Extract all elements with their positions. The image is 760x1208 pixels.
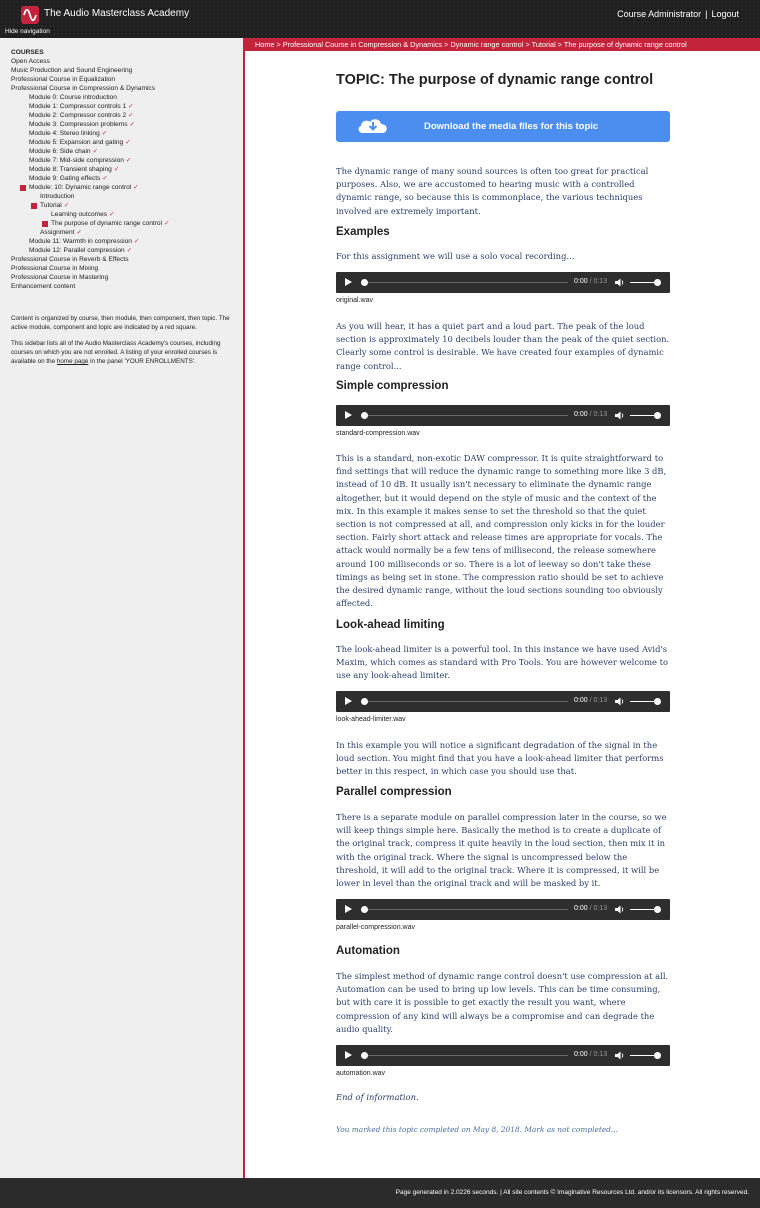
sidebar-item-label: Module 7: Mid-side compression [29,157,124,164]
check-icon: ✓ [133,238,140,245]
sidebar-item-label: Module 5: Expansion and gating [29,139,124,146]
after-original-paragraph: As you will hear, it has a quiet part and a loud part. The peak of the loud section is approximately 10 decibels louder than the peak of the quiet section. Clearly some control is desirable. We have created four examples of dynamic range control... [336,321,670,371]
sidebar-item-mastering[interactable] [11,273,170,282]
check-icon: ✓ [125,157,132,164]
duration: 0:13 [593,697,608,704]
audio-player-look-ahead [336,691,670,712]
check-icon: ✓ [101,130,108,137]
top-header [0,0,760,38]
sidebar-item-label: Module 4: Stereo linking [29,130,100,137]
sidebar-item-module-11[interactable] [11,237,170,246]
sidebar-item-label: Module 1: Compressor controls 1 [29,103,127,110]
check-icon: ✓ [113,166,120,173]
seek-bar[interactable] [362,415,568,416]
current-time: 0:00 [574,905,588,912]
courses-heading: COURSES [11,49,44,56]
audio-filename: original.wav [336,297,373,304]
sidebar-item-module-6[interactable] [11,147,170,156]
breadcrumb[interactable]: Home > Professional Course in Compression & Dynamics > Dynamic range control > Tutorial > The purpose of dynamic range control [245,38,760,51]
sidebar-item-label: Module 6: Side chain [29,148,91,155]
volume-handle[interactable] [654,1052,661,1059]
check-icon: ✓ [125,139,131,146]
duration: 0:13 [593,905,608,912]
sidebar-item-label: Professional Course in Reverb & Effects [11,256,129,263]
play-icon[interactable] [345,697,352,705]
active-marker-icon [20,185,26,191]
time-separator: / [587,278,594,285]
examples-heading: Examples [336,226,390,238]
check-icon: ✓ [129,121,136,128]
sidebar-item-label: Assignment [40,229,75,236]
sidebar-item-module-1[interactable] [11,102,170,111]
duration: 0:13 [593,278,608,285]
sidebar-item-purpose-topic[interactable] [11,219,170,228]
sidebar-item-module-5[interactable] [11,138,170,147]
sidebar-item-label: Tutorial [40,202,62,209]
sidebar-item-compression-dynamics[interactable] [11,84,170,93]
sidebar-item-module-10[interactable] [11,183,170,192]
active-marker-icon [42,221,48,227]
sidebar-item-module-4[interactable] [11,129,170,138]
sidebar-item-label: Professional Course in Equalization [11,76,116,83]
intro-paragraph: The dynamic range of many sound sources is often too great for practical purposes. Also, we are accustomed to hearing music with a controlled dynamic range, so because this is commonplace, the various techniques involved are extremely important. [336,166,649,216]
sidebar-item-label: Module 12: Parallel compression [29,247,125,254]
sidebar-item-module-9[interactable] [11,174,170,183]
sidebar-item-label: Module 11: Warmth in compression [29,238,132,245]
sidebar-item-module-7[interactable] [11,156,170,165]
parallel-compression-paragraph: There is a separate module on parallel compression later in the course, so we will keep things simple here. Basically the method is to create a duplicate of the original track, compress it quite heavily in the loud section, then mix it in with the original track. Where the signal is uncompressed below the threshold, it will add to the original track. Where it is compressed, it will be lower in level than the original track and will be masked by it. [336,812,667,889]
play-icon[interactable] [345,278,352,286]
volume-handle[interactable] [654,906,661,913]
sidebar-item-label: Enhancement content [11,283,76,290]
volume-handle[interactable] [654,698,661,705]
audio-filename: standard-compression.wav [336,430,420,437]
course-nav [11,48,170,291]
play-icon[interactable] [345,1051,352,1059]
seek-bar[interactable] [362,909,568,910]
sidebar-item-label: Professional Course in Mastering [11,274,109,281]
cloud-download-icon [355,116,391,136]
time-separator: / [587,411,594,418]
sidebar-item-introduction[interactable] [11,192,170,201]
sidebar-item-label: Introduction [40,193,75,200]
sidebar-note-organization: Content is organized by course, then module, then component, then topic. The active module, component and topic are indicated by a red square. [11,315,230,331]
sidebar-item-module-2[interactable] [11,111,170,120]
volume-icon[interactable] [615,697,625,706]
current-time: 0:00 [574,411,588,418]
audio-player-standard-compression [336,405,670,426]
seek-handle[interactable] [361,412,368,419]
sidebar-item-module-12[interactable] [11,246,170,255]
check-icon: ✓ [164,220,170,227]
sidebar-item-enhancement[interactable] [11,282,170,291]
sidebar-item-module-8[interactable] [11,165,170,174]
current-time: 0:00 [574,1051,588,1058]
check-icon: ✓ [109,211,115,218]
footer-text: Page generated in 2.0226 seconds. | All site contents © Imaginative Resources Ltd. and/or its licensors. All rights reserved. [395,1189,749,1196]
sidebar-item-label: Professional Course in Compression & Dynamics [11,85,156,92]
volume-icon[interactable] [615,905,625,914]
page-title: TOPIC: The purpose of dynamic range control [336,72,654,88]
sidebar-item-module-0[interactable] [11,93,170,102]
sidebar-item-label: Module 8: Transient shaping [29,166,112,173]
simple-compression-paragraph: This is a standard, non-exotic DAW compressor. It is quite straightforward to find settings that will reduce the dynamic range to something more like 3 dB, instead of 10 dB. It usually isn't necessary to eliminate the dynamic range altogether, but it would depend on the style of music and the context of the mix. In this example it makes sense to set the threshold so that the quiet section is not compressed at all, and compression only kicks in for the louder section. Fairly short attack and release times are appropriate for vocals. The attack would normally be a few tens of millisecond, the release somewhere around 100 milliseconds or so. There is a lot of leeway so don't take these timings as being set in stone. The compression ratio should be set to achieve the desired dynamic range, without the loud sections sounding too obviously affected. [336,453,667,609]
time-display [574,278,607,285]
check-icon: ✓ [128,112,134,119]
examples-intro: For this assignment we will use a solo vocal recording... [336,251,575,261]
audio-filename: automation.wav [336,1070,386,1077]
sidebar-item-open-access[interactable] [11,57,170,66]
volume-handle[interactable] [654,279,661,286]
note-text: in the panel 'YOUR ENROLLMENTS'. [88,358,196,365]
seek-handle[interactable] [361,906,368,913]
current-time: 0:00 [574,278,588,285]
check-icon: ✓ [133,184,139,191]
time-separator: / [587,1051,594,1058]
sidebar-note-enrollments [11,339,236,366]
sidebar-item-label: Open Access [11,58,50,65]
sidebar-item-equalization[interactable] [11,75,170,84]
volume-icon[interactable] [615,411,625,420]
audio-player-parallel [336,899,670,920]
sidebar-item-tutorial[interactable] [11,201,170,210]
volume-icon[interactable] [615,1051,625,1060]
simple-compression-heading: Simple compression [336,380,449,392]
sidebar-item-label: Module 2: Compressor controls 2 [29,112,127,119]
audio-filename: look-ahead-limiter.wav [336,716,406,723]
sidebar-item-label: Module 3: Compression problems [29,121,128,128]
time-display [574,905,607,912]
check-icon: ✓ [76,229,82,236]
check-icon: ✓ [102,175,108,182]
time-display [574,697,607,704]
seek-handle[interactable] [361,698,368,705]
user-name-link[interactable]: Course Administrator [617,9,702,19]
home-page-link[interactable]: home page [56,358,89,365]
download-media-label: Download the media files for this topic [424,121,599,132]
after-look-ahead-paragraph: In this example you will notice a significant degradation of the signal in the loud section. You might find that you have a look-ahead limiter that performs better in this respect, in which case you should use that. [336,740,664,777]
footer [0,1178,760,1208]
seek-bar[interactable] [362,701,568,702]
user-area [617,9,739,19]
automation-paragraph: The simplest method of dynamic range control doesn't use compression at all. Automation can be used to bring up low levels. This can be time consuming, but with care it is possible to get exactly the result you want, where compression of any kind will always be a compromise and can degrade the audio quality. [336,971,669,1034]
hide-navigation-link[interactable]: Hide navigation [5,28,50,35]
current-time: 0:00 [574,697,588,704]
sidebar-item-reverb-effects[interactable] [11,255,170,264]
look-ahead-paragraph: The look-ahead limiter is a powerful tool. In this instance we have used Avid's Maxim, which comes as standard with Pro Tools. You are however welcome to use any look-ahead limiter. [336,644,669,681]
sidebar-divider [243,38,245,1178]
sidebar-item-label: Music Production and Sound Engineering [11,67,133,74]
main-content [336,72,670,1134]
audio-player-automation [336,1045,670,1066]
sidebar-item-module-3[interactable] [11,120,170,129]
volume-icon[interactable] [615,278,625,287]
sidebar-item-label: Professional Course in Mixing [11,265,99,272]
seek-handle[interactable] [361,279,368,286]
check-icon: ✓ [128,103,134,110]
sidebar-item-label: Module 0: Course introduction [29,94,117,101]
play-icon[interactable] [345,411,352,419]
time-display [574,1051,607,1058]
time-display [574,411,607,418]
time-separator: / [587,697,594,704]
site-title[interactable]: The Audio Masterclass Academy [44,8,190,19]
volume-handle[interactable] [654,412,661,419]
logout-link[interactable]: Logout [711,9,739,19]
time-separator: / [587,905,594,912]
logo-icon[interactable] [21,6,39,24]
sidebar-item-label: Learning outcomes [51,211,108,218]
duration: 0:13 [593,1051,608,1058]
check-icon: ✓ [63,202,70,209]
end-of-information: End of information. [336,1092,419,1102]
sidebar-item-learning-outcomes[interactable] [11,210,170,219]
download-media-button[interactable] [336,111,670,142]
active-marker-icon [31,203,37,209]
play-icon[interactable] [345,905,352,913]
completion-status-link[interactable]: You marked this topic completed on May 8, 2018. Mark as not completed... [336,1125,618,1134]
automation-heading: Automation [336,945,400,957]
sidebar-item-label: The purpose of dynamic range control [51,220,163,227]
sidebar-item-label: Module 9: Gating effects [29,175,101,182]
look-ahead-heading: Look-ahead limiting [336,619,445,631]
parallel-compression-heading: Parallel compression [336,786,452,798]
sidebar-item-label: Module: 10: Dynamic range control [29,184,132,191]
seek-handle[interactable] [361,1052,368,1059]
audio-player-original [336,272,670,293]
duration: 0:13 [593,411,608,418]
audio-filename: parallel-compression.wav [336,924,415,931]
user-separator: | [705,9,708,19]
seek-bar[interactable] [362,282,568,283]
note-text: This sidebar lists all of the Audio Masterclass Academy's courses, including courses on which you are not enrolled. A listing of your enrolled courses is available on the [11,340,221,365]
check-icon: ✓ [126,247,133,254]
seek-bar[interactable] [362,1055,568,1056]
sidebar-item-mixing[interactable] [11,264,170,273]
sidebar [0,38,243,1178]
sidebar-item-music-production[interactable] [11,66,170,75]
sidebar-item-assignment[interactable] [11,228,170,237]
check-icon: ✓ [92,148,99,155]
